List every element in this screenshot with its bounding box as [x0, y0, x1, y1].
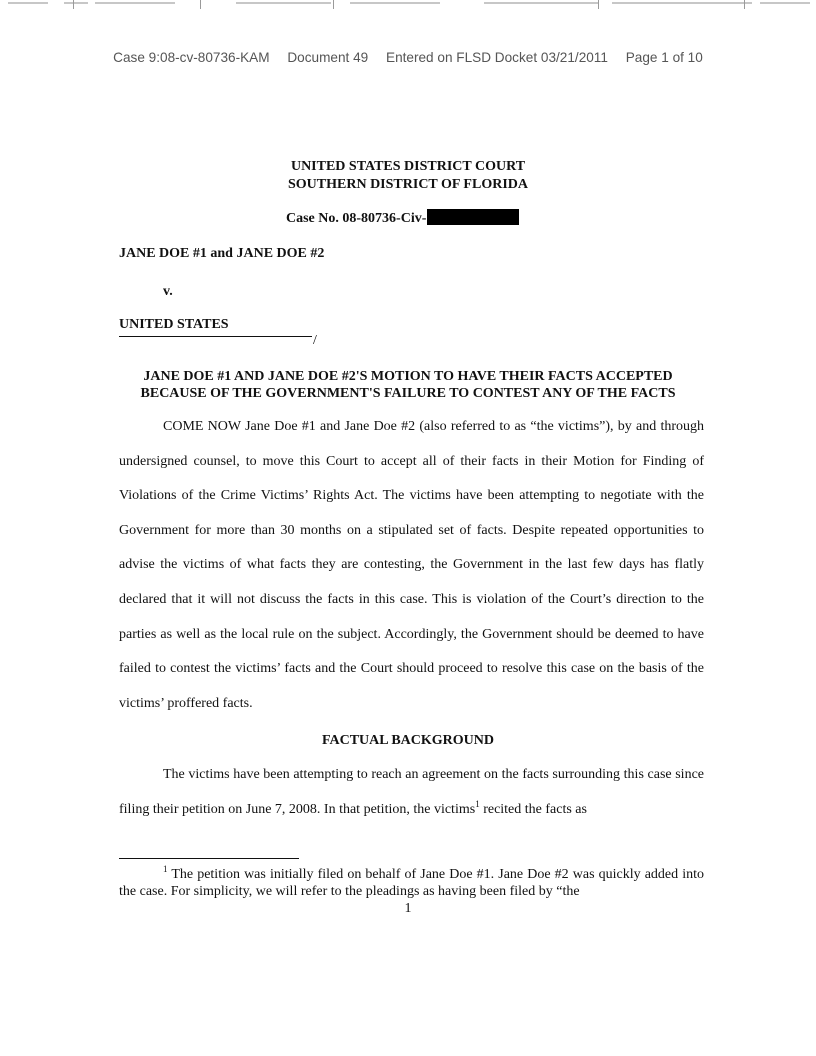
intro-paragraph: COME NOW Jane Doe #1 and Jane Doe #2 (also referred to as “the victims”), by and through undersigned counsel, to move this Court to accept all of their facts in their Motion for Finding of Violations of the Crime Victims’ Rights Act. The victims have been attempting to negotiate with the Government for more than 30 months on a stipulated set of facts. Despite repeated opportunities to advise the victims of what facts they are contesting, the Government in the last few days has flatly declared that it will not discuss the facts in this case. This is violation of the Court’s direction to the parties as well as the local rule on the subject. Accordingly, the Government should be deemed to have failed to contest the victims’ facts and the Court should proceed to resolve this case on the basis of the victims’ proffered facts. [119, 419, 704, 711]
scan-edge-artifacts [0, 0, 816, 14]
scan-speck [484, 2, 599, 4]
footnote-text: The petition was initially filed on behalf of Jane Doe #1. Jane Doe #2 was quickly added into the case. For simplicity, we will refer to the pleadings as having been filed by “the [119, 867, 704, 899]
docket-document-number: Document 49 [287, 50, 369, 65]
scan-speck [350, 2, 440, 4]
scan-speck [236, 2, 331, 4]
section-heading: FACTUAL BACKGROUND [321, 733, 495, 748]
scan-speck [760, 2, 810, 4]
scan-tick [598, 0, 599, 9]
footnote-marker: 1 [163, 864, 168, 874]
redaction-bar [427, 209, 519, 225]
case-number-text: Case No. 08-80736-Civ- [286, 211, 427, 226]
scan-speck [64, 2, 88, 4]
page-number: 1 [404, 901, 412, 916]
case-number [286, 209, 519, 227]
court-title [0, 158, 816, 194]
docket-entry-date: Entered on FLSD Docket 03/21/2011 [386, 50, 608, 65]
scan-tick [200, 0, 201, 9]
factual-background-paragraph [119, 758, 704, 827]
docket-header [0, 50, 816, 65]
footnote [119, 866, 704, 900]
footnote-rule [119, 858, 299, 859]
docket-page-count: Page 1 of 10 [625, 50, 703, 65]
scan-speck [8, 2, 48, 4]
paragraph-text-end: recited the facts as [479, 801, 587, 817]
motion-title-line-2: BECAUSE OF THE GOVERNMENT'S FAILURE TO CONTEST ANY OF THE FACTS [140, 386, 676, 401]
paragraph-text-start: The victims have been attempting to reach an agreement on the facts surrounding this case since filing their petition on June 7, 2008. In that petition, the victims [119, 767, 704, 817]
scan-tick [744, 0, 745, 9]
scan-tick [333, 0, 334, 9]
motion-title-line-1: JANE DOE #1 AND JANE DOE #2'S MOTION TO HAVE THEIR FACTS ACCEPTED [143, 369, 673, 384]
scan-speck [95, 2, 175, 4]
court-district: SOUTHERN DISTRICT OF FLORIDA [288, 177, 528, 192]
scan-speck [612, 2, 752, 4]
motion-title [0, 368, 816, 402]
court-name: UNITED STATES DISTRICT COURT [290, 159, 526, 174]
scan-tick [73, 0, 74, 9]
docket-case-number: Case 9:08-cv-80736-KAM [113, 50, 270, 65]
footnote-reference: 1 [475, 798, 480, 809]
caption-plaintiffs: JANE DOE #1 and JANE DOE #2 [119, 246, 325, 261]
caption-defendant: UNITED STATES [119, 317, 229, 332]
caption-versus: v. [163, 284, 173, 299]
caption-slash: / [313, 333, 317, 348]
caption-rule [119, 336, 312, 337]
